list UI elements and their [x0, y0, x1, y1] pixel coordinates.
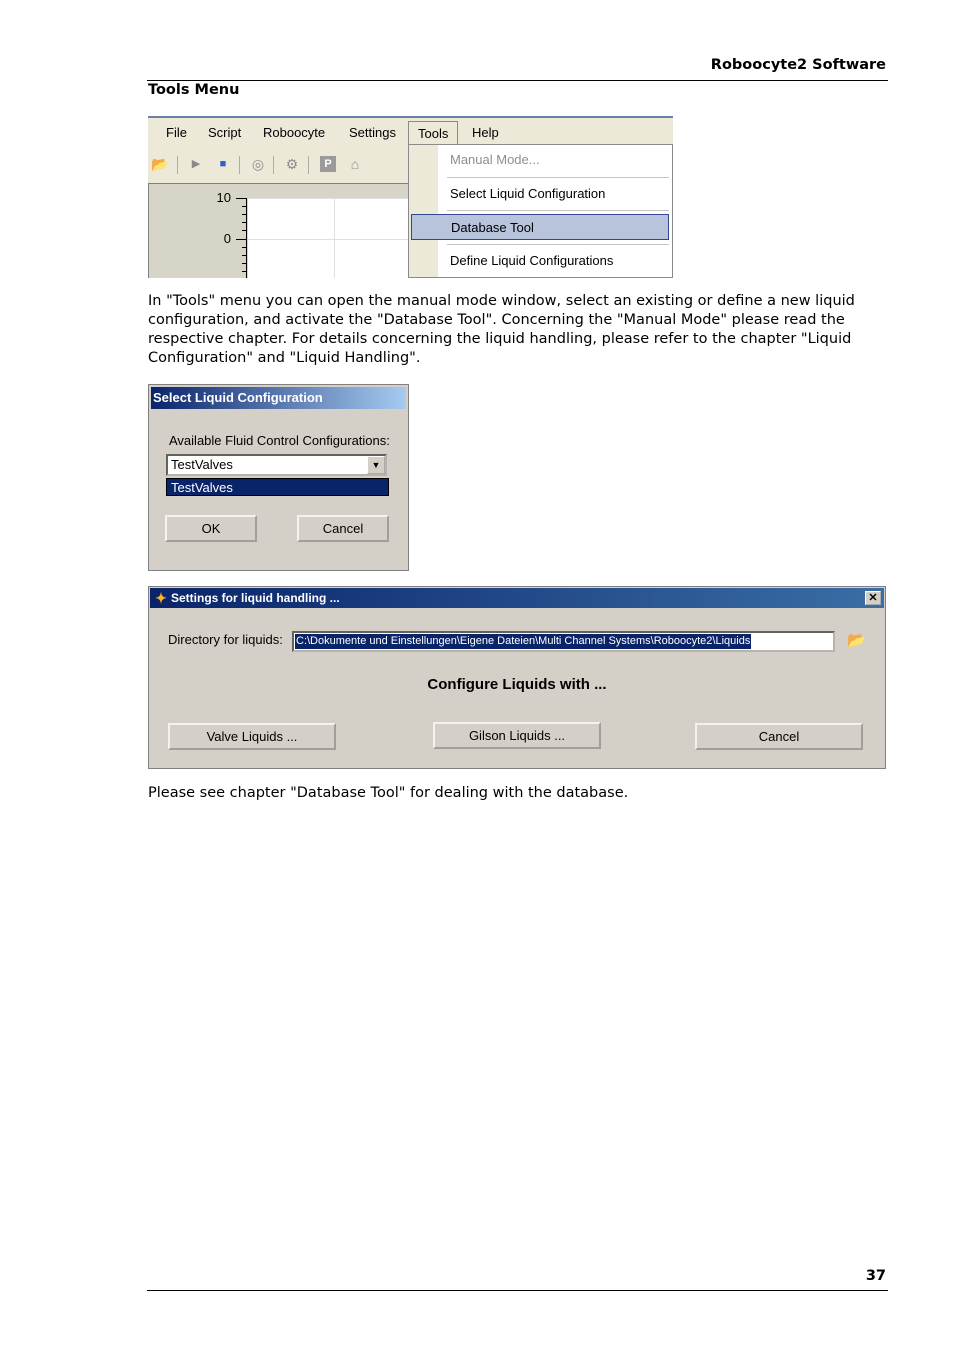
- grid-line: [334, 198, 335, 278]
- toolbar: [148, 150, 408, 178]
- y-tick-label: 10: [216, 190, 231, 205]
- y-minor-tick: [242, 222, 246, 223]
- grid-line: [248, 239, 418, 240]
- menu-file[interactable]: File: [166, 125, 187, 140]
- window-top-border: [148, 116, 673, 118]
- y-tick: [236, 239, 246, 240]
- y-minor-tick: [242, 206, 246, 207]
- dialog-title: Settings for liquid handling ...: [171, 591, 340, 605]
- y-minor-tick: [242, 255, 246, 256]
- configurations-label: Available Fluid Control Configurations:: [169, 433, 390, 448]
- combobox-value: TestValves: [171, 457, 233, 472]
- grid-line: [248, 198, 418, 199]
- section-title: Tools Menu: [148, 82, 240, 98]
- toolbar-separator: [239, 156, 240, 174]
- app-icon: ✦: [155, 590, 167, 606]
- menu-roboocyte[interactable]: Roboocyte: [263, 125, 326, 140]
- browse-folder-icon[interactable]: 📂: [847, 632, 866, 649]
- menu-bar: [148, 120, 673, 146]
- close-icon[interactable]: ✕: [865, 591, 881, 605]
- stop-icon[interactable]: ■: [219, 158, 227, 170]
- toolbar-separator: [273, 156, 274, 174]
- menu-item-database-tool[interactable]: Database Tool: [411, 214, 669, 240]
- menu-item-manual-mode[interactable]: Manual Mode...: [450, 152, 540, 167]
- cancel-button[interactable]: Cancel: [695, 723, 863, 750]
- tools-menu-screenshot: [148, 116, 673, 278]
- dropdown-arrow-icon[interactable]: ▼: [367, 456, 385, 474]
- dialog-titlebar: [150, 588, 884, 608]
- directory-label: Directory for liquids:: [168, 632, 283, 647]
- p-icon[interactable]: P: [320, 156, 336, 172]
- play-icon[interactable]: ▶: [191, 158, 201, 170]
- dialog-title: Select Liquid Configuration: [151, 387, 406, 409]
- body-paragraph-1: In "Tools" menu you can open the manual mode window, select an existing or define a new liquid configuration, and activate the "Database Tool". Concerning the "Manual Mode" please read the respective chapter. For details concerning the liquid handling, please refer to the chapter "Liquid Configuration" and "Liquid Handling".: [148, 293, 855, 366]
- plot-area: [248, 198, 418, 278]
- cancel-button[interactable]: Cancel: [297, 515, 389, 542]
- open-folder-icon[interactable]: 📂: [151, 156, 169, 172]
- home-icon[interactable]: ⌂: [350, 156, 360, 172]
- liquid-handling-settings-dialog: [148, 586, 886, 769]
- y-minor-tick: [242, 263, 246, 264]
- valve-liquids-button[interactable]: Valve Liquids ...: [168, 723, 336, 750]
- footer-rule: [147, 1290, 888, 1291]
- page-number: 37: [865, 1268, 886, 1284]
- directory-value: C:\Dokumente und Einstellungen\Eigene Dateien\Multi Channel Systems\Roboocyte2\Liquids: [296, 635, 751, 647]
- menu-tools[interactable]: Tools: [408, 121, 458, 145]
- toolbar-separator: [177, 156, 178, 174]
- target-icon[interactable]: ◎: [251, 156, 265, 172]
- menu-item-define-liquid-configurations[interactable]: Define Liquid Configurations: [450, 253, 614, 268]
- y-minor-tick: [242, 214, 246, 215]
- configure-heading: Configure Liquids with ...: [427, 676, 607, 693]
- directory-input[interactable]: [292, 631, 835, 652]
- y-tick-label: 0: [223, 231, 231, 246]
- plot-panel: [148, 183, 411, 278]
- menu-separator: [447, 177, 669, 178]
- header-rule: [147, 80, 888, 81]
- configuration-list-item[interactable]: TestValves: [166, 478, 389, 496]
- y-tick: [236, 198, 246, 199]
- document-header: Roboocyte2 Software: [710, 57, 886, 73]
- y-minor-tick: [242, 230, 246, 231]
- ok-button[interactable]: OK: [165, 515, 257, 542]
- y-minor-tick: [242, 271, 246, 272]
- select-liquid-configuration-dialog: [148, 384, 409, 571]
- menu-settings[interactable]: Settings: [349, 125, 396, 140]
- y-minor-tick: [242, 247, 246, 248]
- menu-separator: [447, 244, 669, 245]
- gilson-liquids-button[interactable]: Gilson Liquids ...: [433, 722, 601, 749]
- toolbar-separator: [308, 156, 309, 174]
- tools-dropdown: [408, 144, 673, 278]
- gear-icon[interactable]: ⚙: [285, 156, 299, 172]
- menu-separator: [447, 210, 669, 211]
- y-axis: [246, 198, 247, 278]
- menu-script[interactable]: Script: [208, 125, 242, 140]
- menu-help[interactable]: Help: [472, 125, 499, 140]
- body-paragraph-2: Please see chapter "Database Tool" for dealing with the database.: [148, 785, 629, 801]
- menu-item-select-liquid-configuration[interactable]: Select Liquid Configuration: [450, 186, 606, 201]
- configuration-combobox[interactable]: [166, 454, 387, 476]
